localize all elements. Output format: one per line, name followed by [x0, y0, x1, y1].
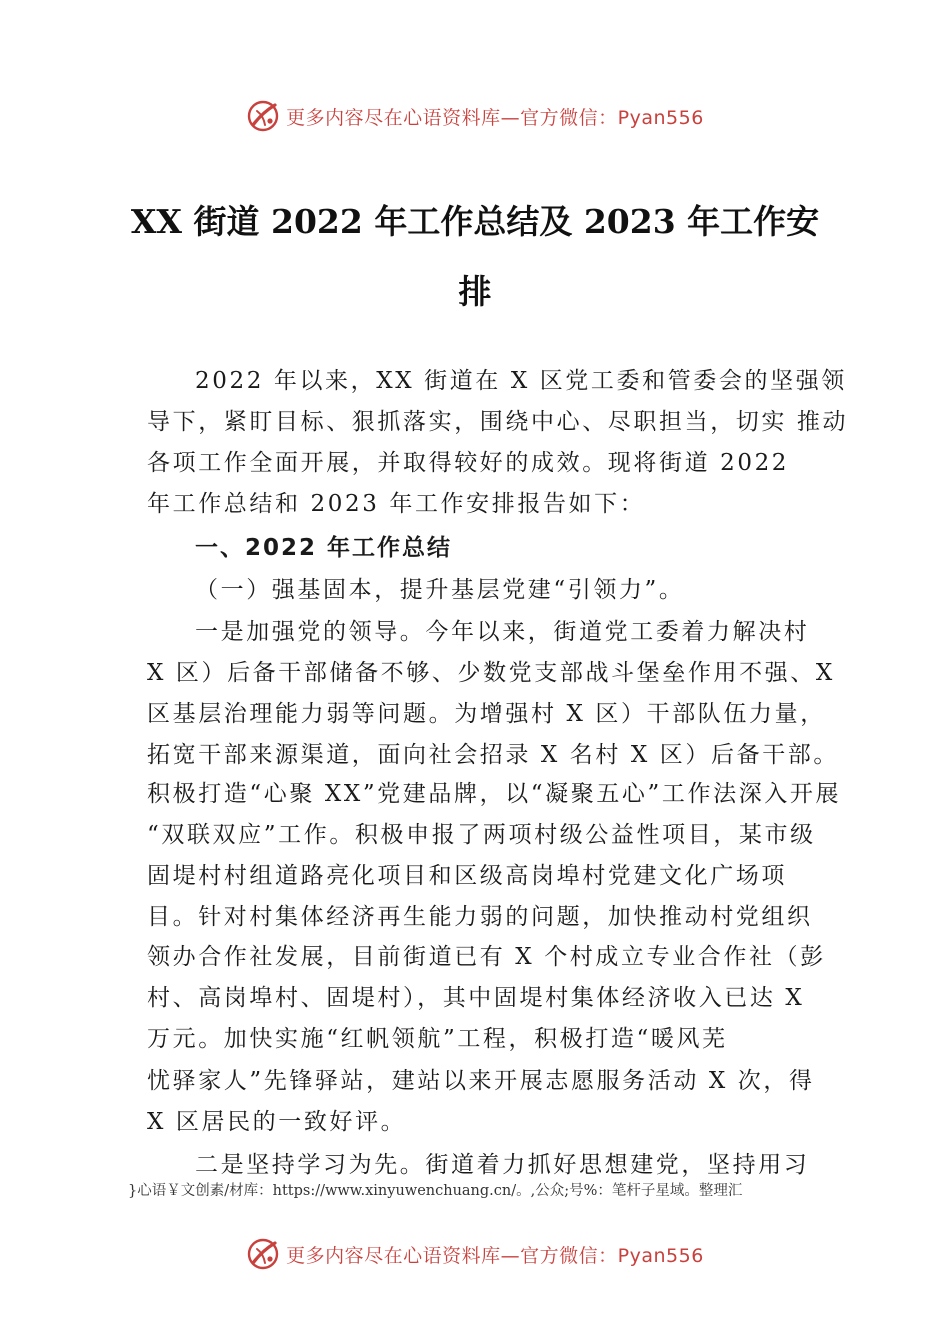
body-line: 领办合作社发展，目前街道已有 X 个村成立专业合作社（彭: [147, 944, 826, 970]
body-line: 区基层治理能力弱等问题。为增强村 X 区）干部队伍力量，: [147, 701, 826, 727]
body-line: 村、高岗埠村、固堤村），其中固堤村集体经济收入已达 X: [147, 985, 805, 1011]
footer-source-note: }心语￥文创素/材库：https://www.xinyuwenchuang.cn/。,公众;号%：笔杆子星域。整理汇: [128, 1183, 743, 1199]
footer-banner: [0, 1234, 950, 1274]
body-line: 忧驿家人”先锋驿站，建站以来开展志愿服务活动 X 次，得: [147, 1068, 815, 1094]
body-line: 万元。加快实施“红帆领航”工程，积极打造“暖风芜: [147, 1026, 728, 1052]
footer-banner-text: 更多内容尽在心语资料库—官方微信：Pyan556: [286, 1244, 704, 1267]
body-line: 各项工作全面开展，并取得较好的成效。现将街道 2022: [147, 450, 790, 476]
document-title-line-2: 排: [458, 272, 492, 311]
body-line: 积极打造“心聚 XX”党建品牌，以“凝聚五心”工作法深入开展: [147, 781, 842, 807]
brush-logo-icon: [246, 99, 280, 133]
body-line: 固堤村村组道路亮化项目和区级高岗埠村党建文化广场项: [147, 863, 787, 889]
header-banner-text: 更多内容尽在心语资料库—官方微信：Pyan556: [286, 106, 704, 129]
document-title-line-1: XX 街道 2022 年工作总结及 2023 年工作安: [130, 202, 820, 241]
body-line: 导下，紧盯目标、狠抓落实，围绕中心、尽职担当，切实 推动: [147, 409, 849, 435]
section-heading: 一、2022 年工作总结: [195, 535, 453, 561]
body-line: “双联双应”工作。积极申报了两项村级公益性项目，某市级: [147, 822, 816, 848]
body-line: 2022 年以来，XX 街道在 X 区党工委和管委会的坚强领: [195, 368, 847, 394]
body-line: 年工作总结和 2023 年工作安排报告如下：: [147, 491, 646, 517]
subsection-heading: （一）强基固本，提升基层党建“引领力”。: [195, 577, 685, 603]
body-line: X 区居民的一致好评。: [147, 1109, 407, 1135]
header-banner: [0, 96, 950, 136]
body-line: X 区）后备干部储备不够、少数党支部战斗堡垒作用不强、X: [147, 660, 835, 686]
brush-logo-icon: [246, 1237, 280, 1271]
body-line: 目。针对村集体经济再生能力弱的问题，加快推动村党组织: [147, 904, 813, 930]
body-line: 拓宽干部来源渠道，面向社会招录 X 名村 X 区）后备干部。: [147, 742, 839, 768]
body-line: 一是加强党的领导。今年以来，街道党工委着力解决村: [195, 619, 810, 645]
body-line: 二是坚持学习为先。街道着力抓好思想建党，坚持用习: [195, 1152, 810, 1178]
